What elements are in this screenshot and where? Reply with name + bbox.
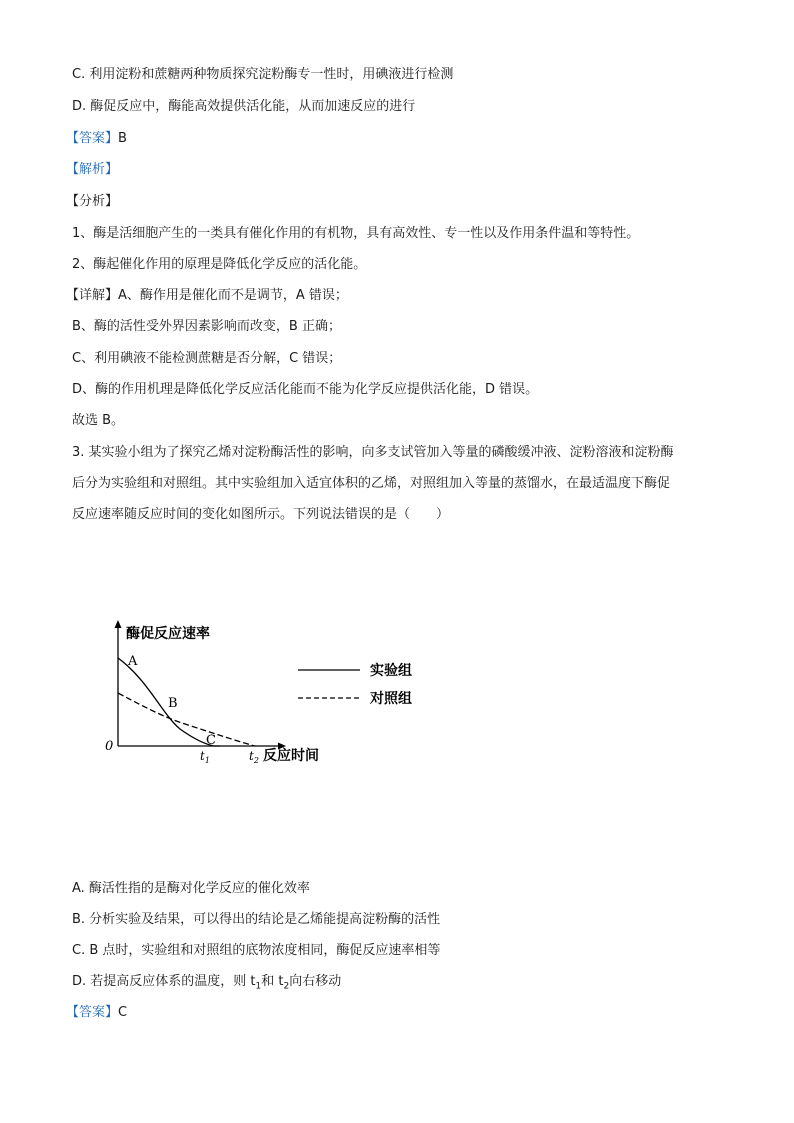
option-d-text-3: 向右移动 (289, 974, 342, 989)
q3-answer-line (66, 1004, 127, 1022)
point-a-label: A (128, 654, 138, 669)
rate-time-figure (100, 618, 440, 778)
x-axis-label: 反应时间 (263, 748, 319, 764)
t1-label: $t_1$ (200, 749, 210, 765)
legend-solid-label: 实验组 (370, 663, 412, 679)
q3-stem-3: 反应速率随反应时间的变化如图所示。下列说法错误的是（ ） (72, 507, 450, 522)
t2-label: $t_2$ (249, 749, 259, 765)
detail-a: A、酶作用是催化而不是调节，A 错误； (118, 288, 348, 303)
origin-label: 0 (105, 739, 114, 754)
q3-answer-tag: 【答案】 (66, 1005, 119, 1020)
detail-d: D、酶的作用机理是降低化学反应活化能而不能为化学反应提供活化能，D 错误。 (72, 382, 539, 397)
q3-stem-2: 后分为实验组和对照组。其中实验组加入适宜体积的乙烯，对照组加入等量的蒸馏水，在最适温度下酶促 (72, 476, 671, 491)
fenxi-tag: 【分析】 (66, 194, 119, 209)
q3-answer-value: C (118, 1005, 128, 1020)
q3-option-b: B. 分析实验及结果，可以得出的结论是乙烯能提高淀粉酶的活性 (72, 912, 441, 927)
option-d-sub-2: 2 (283, 981, 290, 992)
fenxi-point-2: 2、酶起催化作用的原理是降低化学反应的活化能。 (72, 257, 367, 272)
detail-c: C、利用碘液不能检测蔗糖是否分解，C 错误； (72, 351, 342, 366)
q3-stem-1: 3. 某实验小组为了探究乙烯对淀粉酶活性的影响，向多支试管加入等量的磷酸缓冲液、淀粉溶液和淀粉酶 (72, 445, 674, 460)
q3-option-a: A. 酶活性指的是酶对化学反应的催化效率 (72, 881, 310, 896)
option-d-text-2: 和 t (261, 974, 284, 989)
detail-line-a (66, 287, 348, 305)
point-c-label: C (206, 733, 216, 748)
q3-option-c: C. B 点时，实验组和对照组的底物浓度相同，酶促反应速率相等 (72, 943, 441, 958)
y-axis-label: 酶促反应速率 (126, 626, 210, 642)
answer-value: B (118, 131, 127, 146)
control-curve (118, 693, 255, 746)
q3-option-d (72, 973, 341, 996)
prev-answer-line (66, 130, 127, 148)
answer-tag: 【答案】 (66, 131, 119, 146)
detail-tag: 【详解】 (66, 288, 119, 303)
prev-option-d: D. 酶促反应中，酶能高效提供活化能，从而加速反应的进行 (72, 99, 416, 114)
legend-dashed-label: 对照组 (370, 691, 412, 707)
point-b-label: B (168, 696, 178, 711)
detail-b: B、酶的活性受外界因素影响而改变，B 正确； (72, 319, 341, 334)
prev-option-c: C. 利用淀粉和蔗糖两种物质探究淀粉酶专一性时，用碘液进行检测 (72, 67, 454, 82)
analysis-tag: 【解析】 (66, 162, 119, 177)
y-axis-arrow (115, 620, 122, 628)
conclusion: 故选 B。 (72, 413, 125, 428)
fenxi-point-1: 1、酶是活细胞产生的一类具有催化作用的有机物，具有高效性、专一性以及作用条件温和等特性。 (72, 226, 640, 241)
option-d-text-1: D. 若提高反应体系的温度，则 t (72, 974, 256, 989)
option-d-sub-1: 1 (255, 981, 262, 992)
